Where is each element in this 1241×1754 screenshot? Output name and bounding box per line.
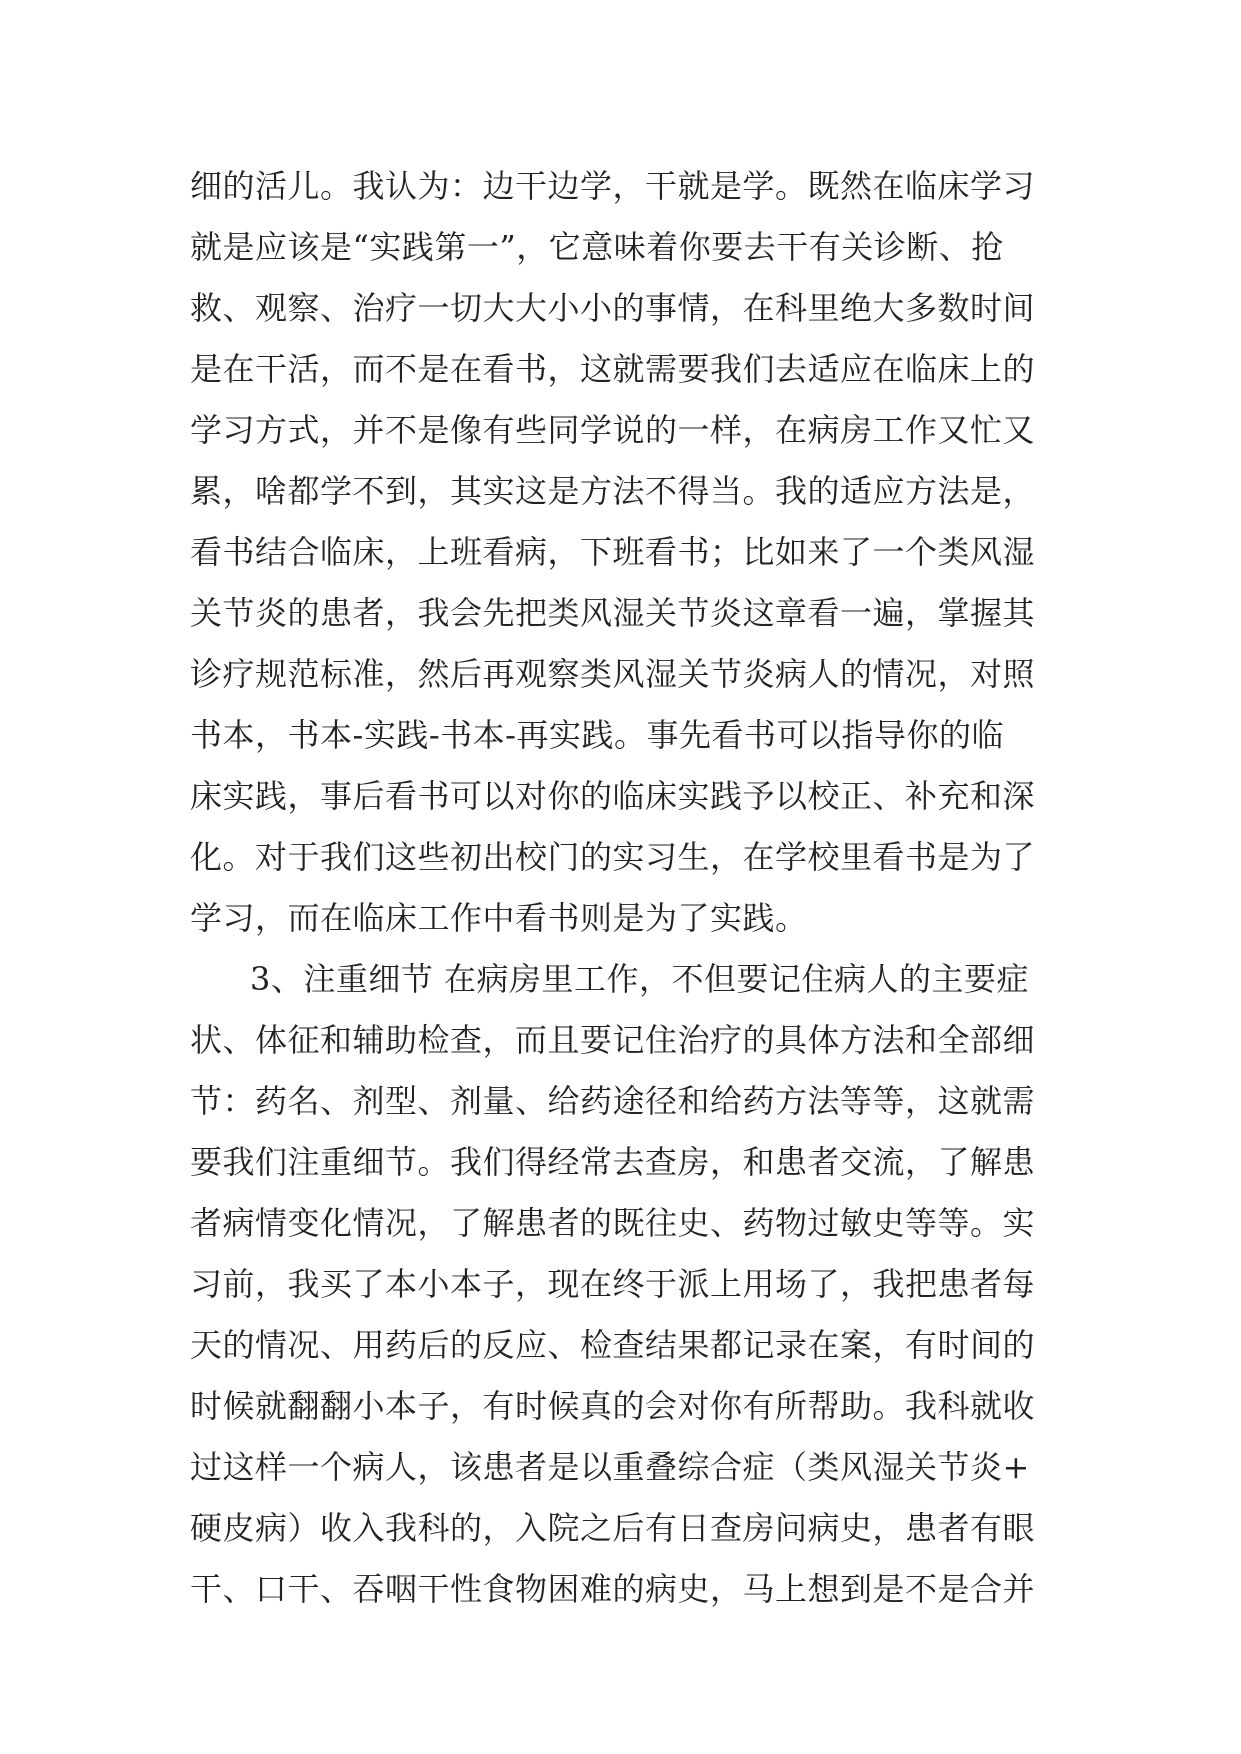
text-line: 救、观察、治疗一切大大小小的事情，在科里绝大多数时间 — [190, 289, 1036, 327]
text-line: 天的情况、用药后的反应、检查结果都记录在案，有时间的 — [190, 1326, 1036, 1364]
text-line: 累，啥都学不到，其实这是方法不得当。我的适应方法是， — [190, 472, 1036, 510]
text-line: 过这样一个病人，该患者是以重叠综合症（类风湿关节炎+ — [190, 1448, 1030, 1486]
text-line: 看书结合临床，上班看病，下班看书；比如来了一个类风湿 — [190, 533, 1036, 571]
text-line: 是在干活，而不是在看书，这就需要我们去适应在临床上的 — [190, 350, 1036, 388]
text-line: 诊疗规范标准，然后再观察类风湿关节炎病人的情况，对照 — [190, 655, 1036, 693]
paragraph-start-line: 3、注重细节 在病房里工作，不但要记住病人的主要症 — [250, 960, 1030, 998]
text-line: 要我们注重细节。我们得经常去查房，和患者交流，了解患 — [190, 1143, 1036, 1181]
text-line: 化。对于我们这些初出校门的实习生，在学校里看书是为了 — [190, 838, 1036, 876]
text-line: 硬皮病）收入我科的，入院之后有日查房问病史，患者有眼 — [190, 1509, 1036, 1547]
document-body — [190, 156, 1080, 1620]
text-line: 学习方式，并不是像有些同学说的一样，在病房工作又忙又 — [190, 411, 1036, 449]
text-line: 时候就翻翻小本子，有时候真的会对你有所帮助。我科就收 — [190, 1387, 1036, 1425]
text-line: 床实践，事后看书可以对你的临床实践予以校正、补充和深 — [190, 777, 1036, 815]
text-line: 关节炎的患者，我会先把类风湿关节炎这章看一遍，掌握其 — [190, 594, 1036, 632]
text-line: 习前，我买了本小本子，现在终于派上用场了，我把患者每 — [190, 1265, 1036, 1303]
text-line: 书本，书本-实践-书本-再实践。事先看书可以指导你的临 — [190, 716, 1004, 754]
text-line: 细的活儿。我认为：边干边学，干就是学。既然在临床学习 — [190, 167, 1036, 205]
text-line: 节：药名、剂型、剂量、给药途径和给药方法等等，这就需 — [190, 1082, 1036, 1120]
text-line: 干、口干、吞咽干性食物困难的病史，马上想到是不是合并 — [190, 1570, 1036, 1608]
text-line: 学习，而在临床工作中看书则是为了实践。 — [190, 899, 808, 937]
text-line: 就是应该是“实践第一”，它意味着你要去干有关诊断、抢 — [190, 228, 1004, 266]
text-line: 者病情变化情况，了解患者的既往史、药物过敏史等等。实 — [190, 1204, 1036, 1242]
text-line: 状、体征和辅助检查，而且要记住治疗的具体方法和全部细 — [190, 1021, 1036, 1059]
